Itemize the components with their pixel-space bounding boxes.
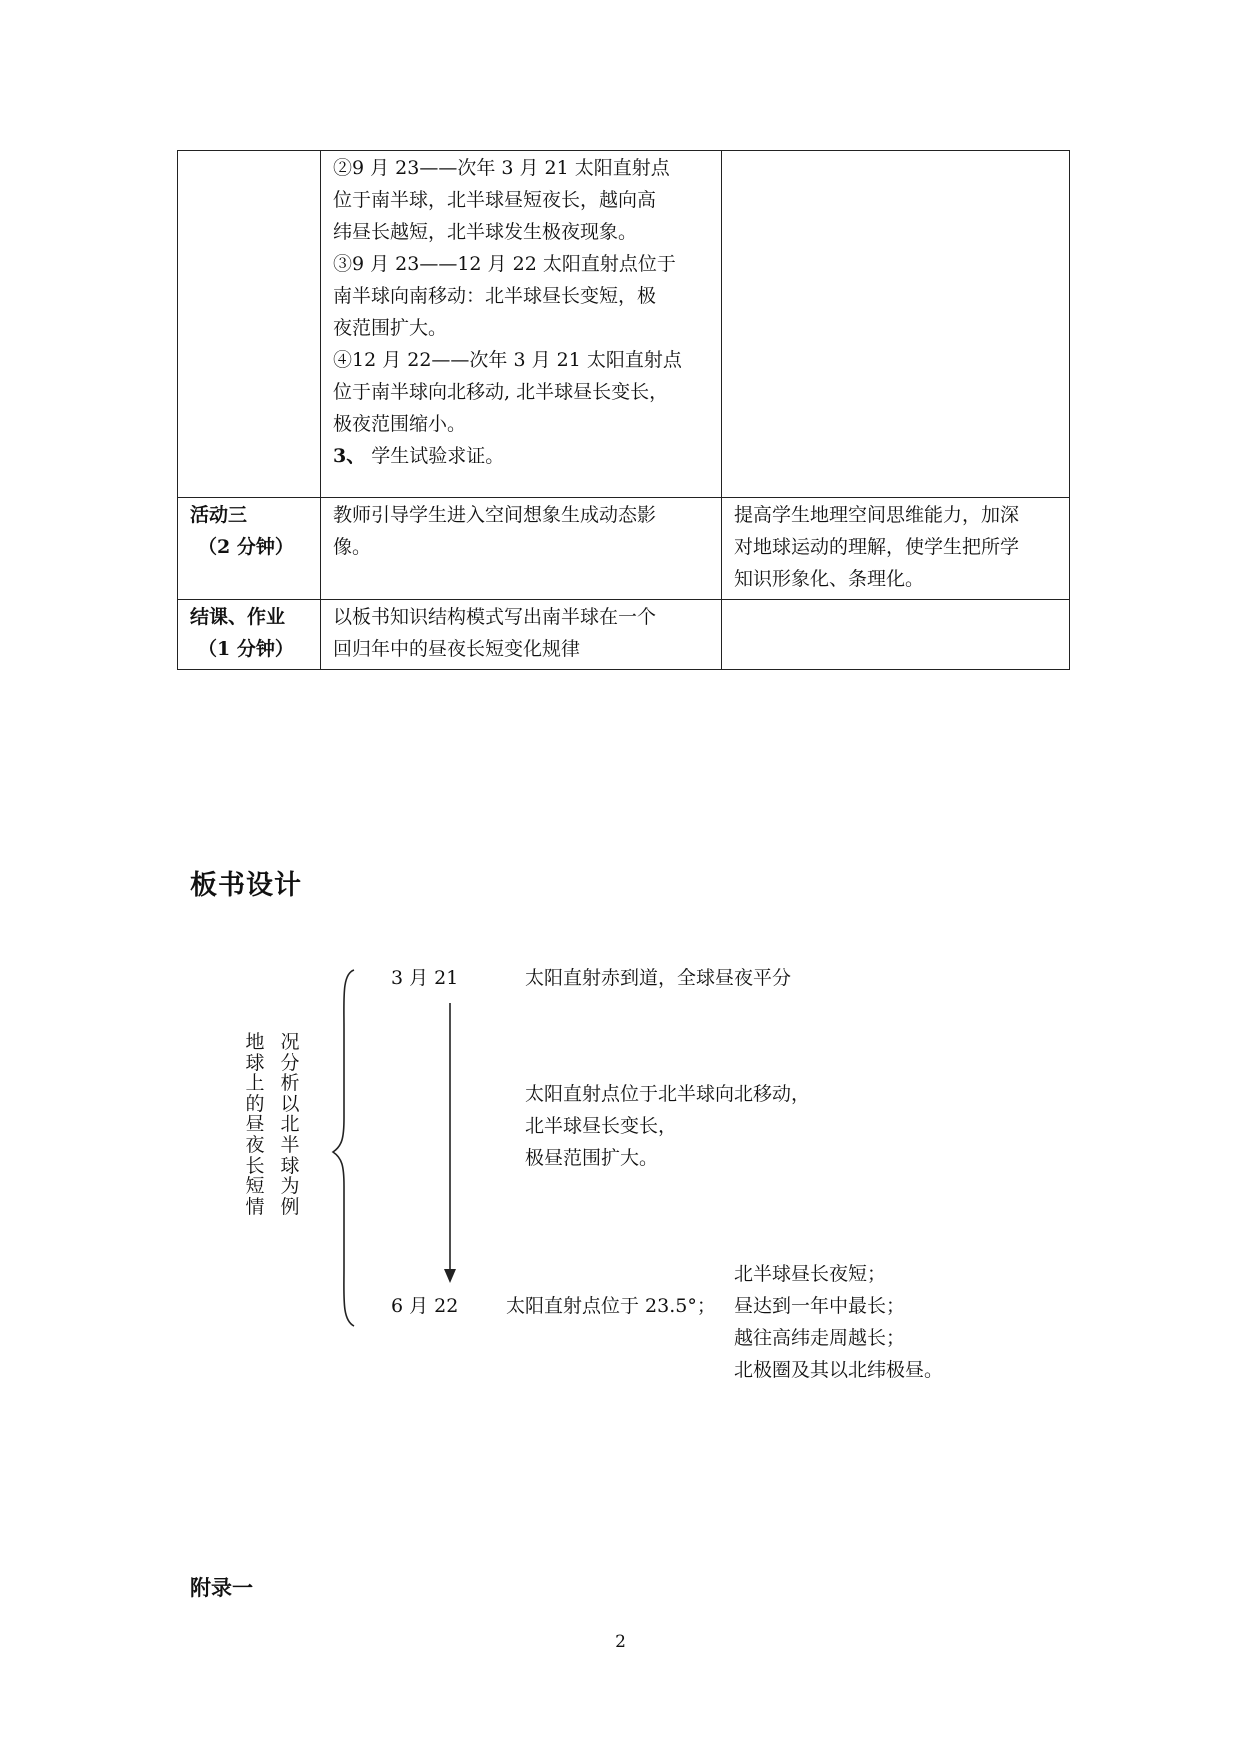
- process-line: ②9 月 23——次年 3 月 21 太阳直射点: [333, 157, 670, 179]
- process-line: ③9 月 23——12 月 22 太阳直射点位于: [333, 253, 676, 275]
- solstice-notes: [734, 1258, 943, 1386]
- process-line: 夜范围扩大。: [333, 317, 448, 339]
- process-line: 像。: [333, 536, 372, 558]
- process-line: ④12 月 22——次年 3 月 21 太阳直射点: [333, 349, 682, 371]
- step-text: 学生试验求证。: [365, 445, 505, 467]
- intent-line: 提高学生地理空间思维能力，加深: [734, 504, 1020, 526]
- process-line: 位于南半球，北半球昼短夜长，越向高: [333, 189, 657, 211]
- process-line: 回归年中的昼夜长短变化规律: [333, 638, 581, 660]
- stage-name: 活动三: [190, 504, 248, 526]
- process-line: 纬昼长越短，北半球发生极夜现象。: [333, 221, 638, 243]
- stage-name: 结课、作业: [190, 606, 286, 628]
- curly-brace-icon: [330, 968, 360, 1328]
- date-start: 3 月 21: [391, 967, 459, 989]
- intent-line: 知识形象化、条理化。: [734, 568, 925, 590]
- process-line: 位于南半球向北移动, 北半球昼长变长，: [333, 381, 669, 403]
- process-line: 以板书知识结构模式写出南半球在一个: [333, 606, 657, 628]
- equinox-text: 太阳直射赤到道，全球昼夜平分: [525, 967, 792, 989]
- intent-line: 对地球运动的理解，使学生把所学: [734, 536, 1020, 558]
- mid-line: 北半球昼长变长，: [525, 1115, 678, 1137]
- note-line: 越往高纬走周越长；: [734, 1327, 906, 1349]
- vertical-label-right: 况分析以北半球为例: [280, 1031, 300, 1218]
- page-number: 2: [615, 1632, 626, 1652]
- mid-line: 太阳直射点位于北半球向北移动，: [525, 1083, 811, 1105]
- date-end: 6 月 22: [391, 1295, 459, 1317]
- solstice-text: 太阳直射点位于 23.5°；: [506, 1295, 716, 1317]
- mid-description: [525, 1078, 810, 1174]
- down-arrow-icon: [440, 1003, 460, 1285]
- board-design-heading: 板书设计: [190, 870, 302, 901]
- stage-time: （2 分钟）: [198, 536, 294, 558]
- process-line: 极夜范围缩小。: [333, 413, 467, 435]
- process-line: 南半球向南移动：北半球昼长变短，极: [333, 285, 657, 307]
- mid-line: 极昼范围扩大。: [525, 1147, 659, 1169]
- note-line: 北极圈及其以北纬极昼。: [734, 1359, 944, 1381]
- note-line: 昼达到一年中最长；: [734, 1295, 906, 1317]
- appendix-heading: 附录一: [190, 1576, 253, 1600]
- stage-time: （1 分钟）: [198, 638, 294, 660]
- note-line: 北半球昼长夜短；: [734, 1263, 887, 1285]
- process-line: 教师引导学生进入空间想象生成动态影: [333, 504, 657, 526]
- vertical-label-left: 地球上的昼夜长短情: [245, 1031, 265, 1218]
- step-number: 3、: [333, 445, 366, 467]
